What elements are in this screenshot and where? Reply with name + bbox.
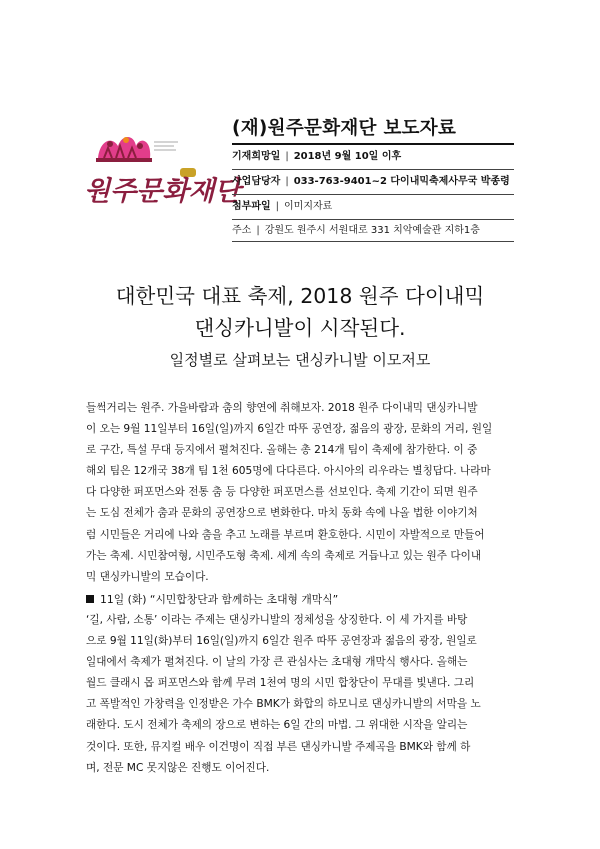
paragraph-line: 가는 축제. 시민참여형, 시민주도형 축제. 세계 속의 축제로 거듭나고 있는 원주 다이내	[86, 549, 482, 562]
paragraph-line: 믹 댄싱카니발의 모습이다.	[86, 570, 209, 583]
paragraph-line: 는 도심 전체가 춤과 문화의 공연장으로 변화한다. 마치 동화 속에 나올 법한 이야기처	[86, 507, 478, 520]
logo-lettering: 원주문화재단	[84, 176, 241, 207]
subheadline: 일정별로 살펴보는 댄싱카니발 이모저모	[169, 351, 431, 369]
paragraph-line: 로 구간, 특설 무대 등지에서 펼쳐진다. 올해는 총 214개 팀이 축제에 참가한다. 이 중	[86, 444, 478, 457]
paragraph-line: 래한다. 도시 전체가 축제의 장으로 변하는 6일 간의 마법. 그 위대한 시작을 알리는	[86, 719, 468, 732]
square-bullet-icon	[86, 595, 94, 603]
paragraph-line: 고 폭발적인 가창력을 인정받은 가수 BMK가 화합의 하모니로 댄싱카니발의 서막을 노	[86, 698, 481, 711]
meta-label: 첨부파일	[232, 201, 271, 212]
intro-paragraph	[86, 398, 516, 588]
meta-label: 주소	[232, 225, 252, 236]
meta-row-contact	[232, 175, 510, 188]
meta-separator: |	[275, 201, 280, 212]
paragraph-line: 럼 시민들은 거리에 나와 춤을 추고 노래를 부르며 환호한다. 시민이 자발적으로 만들어	[86, 528, 485, 541]
headline-line-2: 댄싱카니발이 시작된다.	[194, 316, 406, 340]
headline-line-1: 대한민국 대표 축제, 2018 원주 다이내믹	[115, 284, 485, 308]
paragraph-line: 다 다양한 퍼포먼스와 전통 춤 등 다양한 퍼포먼스를 선보인다. 축제 기간이 되면 원주	[86, 486, 478, 499]
paragraph-line: 며, 전문 MC 못지않은 진행도 이어진다.	[86, 761, 270, 774]
paragraph-line: 월드 클래시 몹 퍼포먼스와 함께 무려 1천여 명의 시민 합창단이 무대를 빛낸다. 그리	[86, 677, 475, 690]
paragraph-line: 들썩거리는 원주. 가을바람과 춤의 향연에 취해보자. 2018 원주 다이내믹 댄싱카니발	[86, 402, 478, 414]
meta-value: 강원도 원주시 서원대로 331 치악예술관 지하1층	[264, 225, 480, 236]
meta-row-attachment	[232, 200, 332, 213]
meta-separator: |	[285, 151, 289, 162]
meta-value: 이미지자료	[284, 201, 333, 212]
meta-divider	[232, 219, 514, 220]
meta-value: 033-763-9401~2 다이내믹축제사무국 박종령	[293, 176, 510, 187]
meta-label: 사업담당자	[232, 176, 281, 187]
meta-row-date	[232, 150, 401, 163]
logo-dot	[137, 143, 143, 149]
paragraph-line: 해외 팀은 12개국 38개 팀 1천 605명에 다다른다. 아시아의 리우라는 별칭답다. 나라마	[86, 465, 491, 478]
paragraph-line: ‘길, 사람, 소통’ 이라는 주제는 댄싱카니발의 정체성을 상징한다. 이 세 가지를 바탕	[86, 614, 468, 626]
paragraph-line: 것이다. 또한, 뮤지컬 배우 이건명이 직접 부른 댄싱카니발 주제곡을 BMK와 함께 하	[86, 740, 471, 753]
section-heading	[86, 592, 338, 607]
section-heading-text: 11일 (화) “시민합창단과 함께하는 초대형 개막식”	[100, 593, 339, 606]
paragraph-line: 이 오는 9월 11일부터 16일(일)까지 6일간 따뚜 공연장, 젊음의 광장, 문화의 거리, 원일	[86, 423, 493, 436]
title-divider	[232, 143, 514, 145]
foundation-logo	[82, 128, 241, 212]
meta-separator: |	[285, 176, 289, 187]
section-paragraph	[86, 610, 516, 779]
meta-row-address	[232, 224, 480, 237]
meta-divider	[232, 241, 514, 242]
meta-divider	[232, 169, 514, 170]
press-release-title: (재)원주문화재단 보도자료	[232, 118, 457, 139]
meta-value: 2018년 9월 10일 이후	[293, 151, 402, 162]
paragraph-line: 일대에서 축제가 펼쳐진다. 이 날의 가장 큰 관심사는 초대형 개막식 행사다. 올해는	[86, 656, 468, 669]
logo-dot	[107, 141, 113, 147]
logo-base-bar	[96, 158, 152, 162]
logo-dot	[123, 137, 129, 143]
foundation-logo-graphic	[82, 128, 241, 212]
meta-separator: |	[256, 225, 260, 236]
paragraph-line: 으로 9월 11일(화)부터 16일(일)까지 6일간 원주 따뚜 공연장과 젊음의 광장, 원일로	[86, 635, 477, 648]
meta-divider	[232, 194, 514, 195]
meta-label: 기재희망일	[232, 151, 281, 162]
